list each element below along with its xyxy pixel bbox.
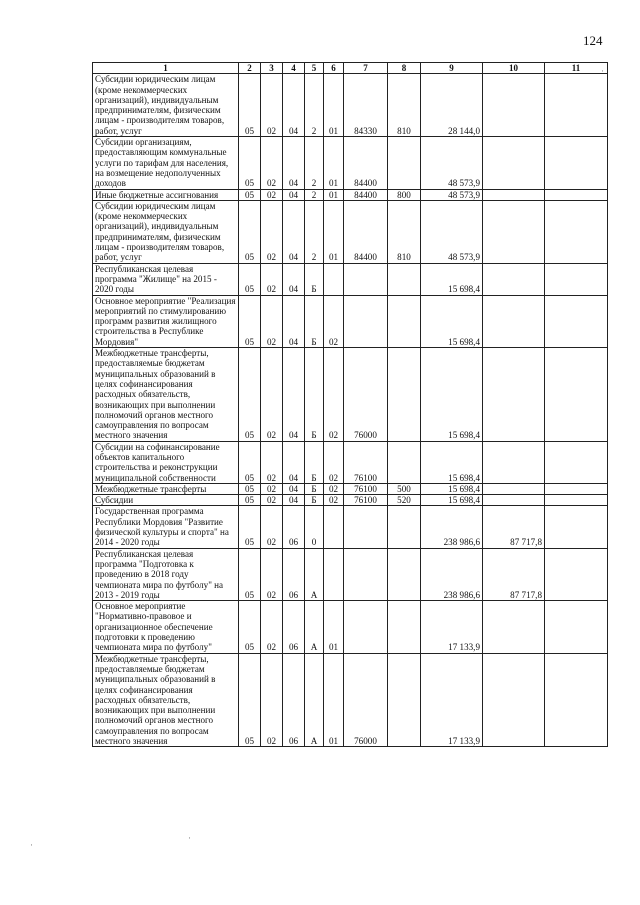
column-header: 6 [324,63,344,74]
col-5-cell: А [305,653,324,747]
col-6-cell [324,263,344,295]
column-header: 2 [239,63,261,74]
column-header: 7 [344,63,388,74]
col-11-amount [545,200,608,263]
col-2-cell: 05 [239,74,261,137]
col-2-cell: 05 [239,200,261,263]
col-5-cell: А [305,548,324,600]
col-8-cell: 500 [388,483,421,494]
col-5-cell: Б [305,495,324,506]
row-description: Межбюджетные трансферты, предоставляемые бюджетам муниципальных образований в целях софинансирования расходных обязательств, возникающих при выполнении полномочий органов местного самоуправления по вопросам местного значения [93,348,239,442]
col-6-cell: 02 [324,295,344,347]
col-11-amount [545,295,608,347]
table-row [93,495,608,506]
col-3-cell: 02 [261,548,283,600]
col-10-amount [483,200,545,263]
col-4-cell: 06 [283,601,305,653]
col-4-cell: 04 [283,441,305,483]
row-description: Государственная программа Республики Мордовия "Развитие физической культуры и спорта" на 2014 - 2020 годы [93,506,239,548]
col-2-cell: 05 [239,189,261,200]
col-7-cell: 84330 [344,74,388,137]
col-5-cell: Б [305,348,324,442]
col-6-cell [324,548,344,600]
col-9-amount: 28 144,0 [421,74,483,137]
col-4-cell: 04 [283,263,305,295]
col-5-cell: 2 [305,137,324,189]
table-row [93,653,608,747]
col-8-cell [388,348,421,442]
col-10-amount [483,441,545,483]
col-4-cell: 06 [283,653,305,747]
col-9-amount: 238 986,6 [421,506,483,548]
col-7-cell [344,295,388,347]
col-4-cell: 04 [283,495,305,506]
col-4-cell: 06 [283,506,305,548]
col-6-cell: 01 [324,74,344,137]
col-2-cell: 05 [239,295,261,347]
col-11-amount [545,137,608,189]
col-7-cell: 84400 [344,200,388,263]
col-5-cell: Б [305,263,324,295]
col-5-cell: Б [305,441,324,483]
col-3-cell: 02 [261,653,283,747]
row-description: Иные бюджетные ассигнования [93,189,239,200]
scan-dot: · [30,840,33,850]
col-10-amount [483,263,545,295]
col-7-cell: 84400 [344,137,388,189]
col-7-cell [344,601,388,653]
row-description: Основное мероприятие "Нормативно-правовое и организационное обеспечение подготовки к проведению чемпионата мира по футболу" [93,601,239,653]
table-row [93,601,608,653]
col-3-cell: 02 [261,483,283,494]
col-4-cell: 04 [283,348,305,442]
col-9-amount: 17 133,9 [421,653,483,747]
col-11-amount [545,548,608,600]
column-header: 1 [93,63,239,74]
table-row [93,200,608,263]
scan-dot: · [188,833,191,843]
table-row [93,548,608,600]
col-10-amount [483,601,545,653]
col-4-cell: 06 [283,548,305,600]
column-header: 3 [261,63,283,74]
col-3-cell: 02 [261,295,283,347]
col-6-cell: 01 [324,189,344,200]
col-6-cell: 01 [324,137,344,189]
col-5-cell: 2 [305,74,324,137]
col-4-cell: 04 [283,295,305,347]
row-description: Субсидии организациям, предоставляющим коммунальные услуги по тарифам для населения, на возмещение недополученных доходов [93,137,239,189]
col-3-cell: 02 [261,189,283,200]
col-3-cell: 02 [261,506,283,548]
col-10-amount [483,653,545,747]
page-number: 124 [583,33,603,48]
table-row [93,189,608,200]
col-7-cell [344,548,388,600]
col-9-amount: 238 986,6 [421,548,483,600]
table-row [93,441,608,483]
col-11-amount [545,483,608,494]
col-5-cell: 2 [305,200,324,263]
col-8-cell [388,441,421,483]
col-8-cell: 520 [388,495,421,506]
row-description: Республиканская целевая программа "Жилище" на 2015 - 2020 годы [93,263,239,295]
col-10-amount: 87 717,8 [483,548,545,600]
col-4-cell: 04 [283,483,305,494]
col-3-cell: 02 [261,601,283,653]
row-description: Основное мероприятие "Реализация мероприятий по стимулированию программ развития жилищного строительства в Республике Мордовия" [93,295,239,347]
col-7-cell: 76100 [344,483,388,494]
row-description: Субсидии на софинансирование объектов капитального строительства и реконструкции муниципальной собственности [93,441,239,483]
col-8-cell [388,601,421,653]
table-row [93,137,608,189]
col-2-cell: 05 [239,483,261,494]
col-9-amount: 48 573,9 [421,189,483,200]
col-10-amount [483,495,545,506]
col-5-cell: Б [305,295,324,347]
col-5-cell: Б [305,483,324,494]
col-6-cell: 01 [324,601,344,653]
col-3-cell: 02 [261,137,283,189]
col-7-cell [344,506,388,548]
col-7-cell [344,263,388,295]
col-5-cell: 0 [305,506,324,548]
col-6-cell: 02 [324,348,344,442]
col-11-amount [545,263,608,295]
col-3-cell: 02 [261,441,283,483]
col-8-cell [388,653,421,747]
col-9-amount: 48 573,9 [421,137,483,189]
col-10-amount [483,295,545,347]
col-2-cell: 05 [239,653,261,747]
col-7-cell: 76000 [344,348,388,442]
col-2-cell: 05 [239,348,261,442]
col-6-cell: 01 [324,653,344,747]
col-6-cell: 02 [324,441,344,483]
col-9-amount: 48 573,9 [421,200,483,263]
col-2-cell: 05 [239,548,261,600]
col-7-cell: 84400 [344,189,388,200]
col-4-cell: 04 [283,200,305,263]
col-7-cell: 76100 [344,441,388,483]
row-description: Субсидии юридическим лицам (кроме некоммерческих организаций), индивидуальным предпринимателям, физическим лицам - производителям товаров, работ, услуг [93,200,239,263]
table-row [93,74,608,137]
row-description: Субсидии юридическим лицам (кроме некоммерческих организаций), индивидуальным предпринимателям, физическим лицам - производителям товаров, работ, услуг [93,74,239,137]
scan-dot: · [601,66,604,76]
column-header: 8 [388,63,421,74]
col-3-cell: 02 [261,74,283,137]
col-4-cell: 04 [283,137,305,189]
col-8-cell [388,506,421,548]
col-6-cell: 02 [324,495,344,506]
col-11-amount [545,189,608,200]
budget-table [92,62,608,747]
col-9-amount: 15 698,4 [421,348,483,442]
col-2-cell: 05 [239,263,261,295]
column-header: 5 [305,63,324,74]
col-9-amount: 15 698,4 [421,441,483,483]
col-6-cell: 01 [324,200,344,263]
col-9-amount: 15 698,4 [421,495,483,506]
row-description: Межбюджетные трансферты [93,483,239,494]
col-8-cell: 800 [388,189,421,200]
col-11-amount [545,495,608,506]
col-10-amount [483,189,545,200]
col-2-cell: 05 [239,441,261,483]
col-9-amount: 17 133,9 [421,601,483,653]
column-header: 9 [421,63,483,74]
col-10-amount: 87 717,8 [483,506,545,548]
col-9-amount: 15 698,4 [421,263,483,295]
table-row [93,483,608,494]
table-header-row [93,63,608,74]
col-8-cell [388,548,421,600]
col-11-amount [545,348,608,442]
row-description: Межбюджетные трансферты, предоставляемые бюджетам муниципальных образований в целях софинансирования расходных обязательств, возникающих при выполнении полномочий органов местного самоуправления по вопросам местного значения [93,653,239,747]
col-11-amount [545,74,608,137]
table-row [93,295,608,347]
col-10-amount [483,74,545,137]
col-10-amount [483,137,545,189]
col-8-cell: 810 [388,74,421,137]
col-3-cell: 02 [261,263,283,295]
col-7-cell: 76000 [344,653,388,747]
col-8-cell: 810 [388,200,421,263]
col-10-amount [483,348,545,442]
col-2-cell: 05 [239,495,261,506]
column-header: 4 [283,63,305,74]
column-header: 11 [545,63,608,74]
col-7-cell: 76100 [344,495,388,506]
col-11-amount [545,506,608,548]
col-4-cell: 04 [283,189,305,200]
col-8-cell [388,263,421,295]
column-header: 10 [483,63,545,74]
col-6-cell [324,506,344,548]
col-5-cell: 2 [305,189,324,200]
col-8-cell [388,295,421,347]
col-11-amount [545,441,608,483]
col-8-cell [388,137,421,189]
table-row [93,263,608,295]
col-10-amount [483,483,545,494]
table-body [93,74,608,747]
col-11-amount [545,601,608,653]
col-6-cell: 02 [324,483,344,494]
col-2-cell: 05 [239,506,261,548]
col-9-amount: 15 698,4 [421,295,483,347]
col-4-cell: 04 [283,74,305,137]
col-3-cell: 02 [261,200,283,263]
col-5-cell: А [305,601,324,653]
col-3-cell: 02 [261,495,283,506]
table-row [93,348,608,442]
col-2-cell: 05 [239,601,261,653]
col-11-amount [545,653,608,747]
row-description: Субсидии [93,495,239,506]
col-9-amount: 15 698,4 [421,483,483,494]
col-3-cell: 02 [261,348,283,442]
row-description: Республиканская целевая программа "Подготовка к проведению в 2018 году чемпионата мира по футболу" на 2013 - 2019 годы [93,548,239,600]
table-row [93,506,608,548]
col-2-cell: 05 [239,137,261,189]
